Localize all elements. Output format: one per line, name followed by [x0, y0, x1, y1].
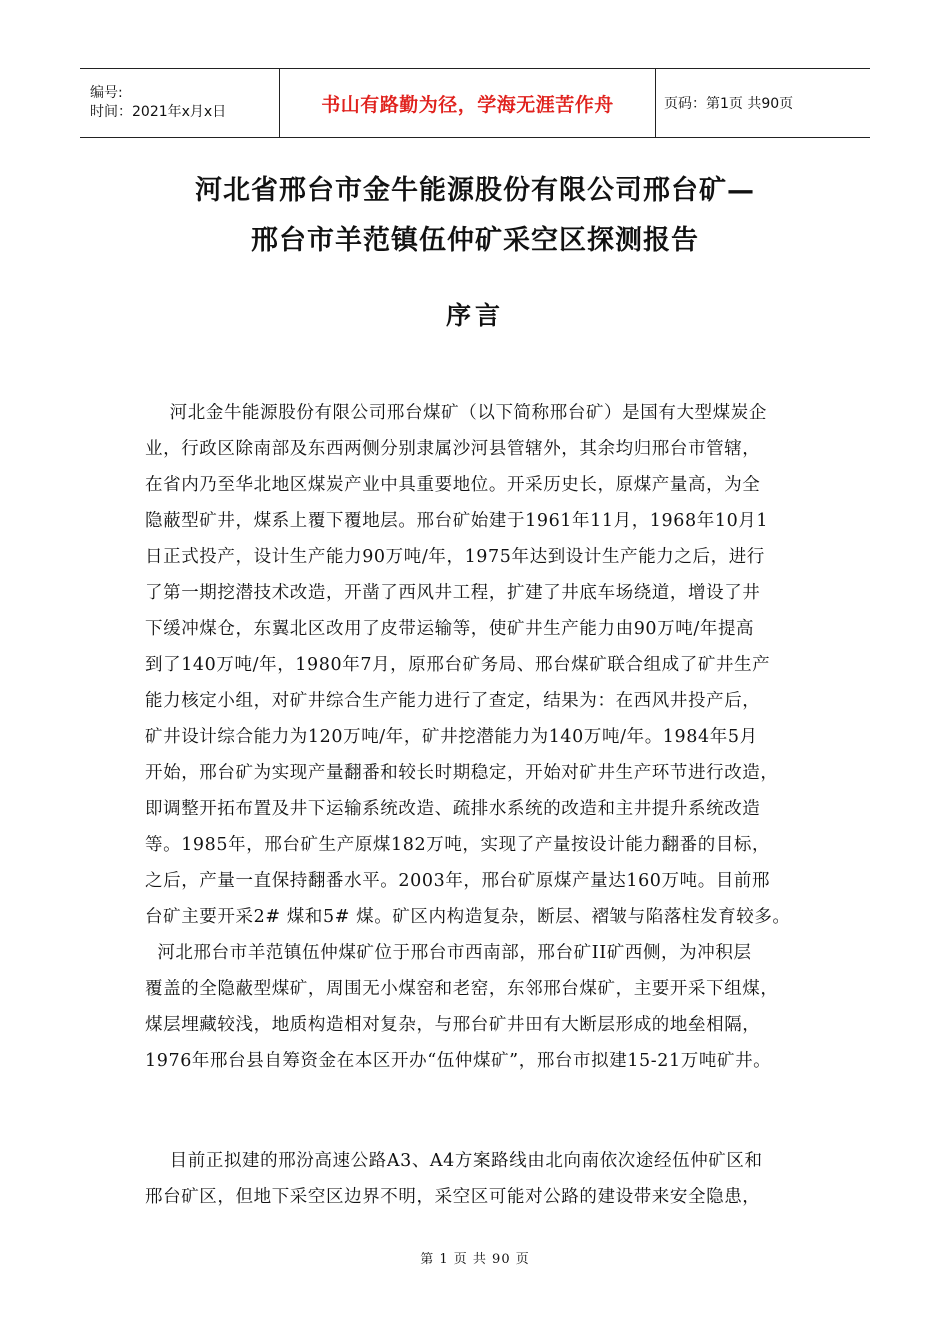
- page-footer: 第 1 页 共 90 页: [420, 1252, 530, 1267]
- text-line: 在省内乃至华北地区煤炭产业中具重要地位。开采历史长，原煤产量高，为全: [145, 475, 761, 495]
- header-motto-cell: [280, 69, 656, 137]
- text-line: 下缓冲煤仓，东翼北区改用了皮带运输等，使矿井生产能力由90万吨/年提高: [145, 619, 755, 639]
- text-line: 隐蔽型矿井，煤系上覆下覆地层。邢台矿始建于1961年11月，1968年10月1: [145, 511, 769, 531]
- section-heading: 序言: [445, 301, 504, 330]
- page-code: 页码：第1页 共90页: [664, 96, 794, 112]
- number-label: 编号:: [90, 85, 123, 101]
- text-line: 能力核定小组，对矿井综合生产能力进行了查定，结果为：在西风井投产后，: [145, 691, 761, 711]
- text-line: 目前正拟建的邢汾高速公路A3、A4方案路线由北向南依次途经伍仲矿区和: [145, 1151, 763, 1171]
- text-line: 邢台矿区，但地下采空区边界不明，采空区可能对公路的建设带来安全隐患，: [145, 1187, 761, 1207]
- document-header: [80, 68, 870, 138]
- text-line: 之后，产量一直保持翻番水平。2003年，邢台矿原煤产量达160万吨。目前邢: [145, 871, 771, 891]
- document-title-line1: 河北省邢台市金牛能源股份有限公司邢台矿—: [195, 175, 755, 206]
- text-line: 了第一期挖潜技术改造，开凿了西风井工程，扩建了井底车场绕道，增设了井: [145, 583, 761, 603]
- text-line: 等。1985年，邢台矿生产原煤182万吨，实现了产量按设计能力翻番的目标，: [145, 835, 771, 855]
- text-line: 日正式投产，设计生产能力90万吨/年，1975年达到设计生产能力之后，进行: [145, 547, 765, 567]
- text-line: 河北金牛能源股份有限公司邢台煤矿（以下简称邢台矿）是国有大型煤炭企: [145, 403, 767, 423]
- header-page-cell: [656, 69, 870, 137]
- motto-text: 书山有路勤为径，学海无涯苦作舟: [321, 93, 614, 116]
- text-line: 煤层埋藏较浅，地质构造相对复杂，与邢台矿井田有大断层形成的地垒相隔，: [145, 1015, 761, 1035]
- text-line: 1976年邢台县自筹资金在本区开办“伍仲煤矿”，邢台市拟建15-21万吨矿井。: [145, 1051, 772, 1071]
- text-line: 即调整开拓布置及井下运输系统改造、疏排水系统的改造和主井提升系统改造: [145, 799, 761, 819]
- text-line: 业，行政区除南部及东西两侧分别隶属沙河县管辖外，其余均归邢台市管辖，: [145, 439, 761, 459]
- paragraph-1: [145, 395, 825, 1079]
- paragraph-2: [145, 1143, 825, 1215]
- text-line: 矿井设计综合能力为120万吨/年，矿井挖潜能力为140万吨/年。1984年5月: [145, 727, 758, 747]
- text-line: 开始，邢台矿为实现产量翻番和较长时期稳定，开始对矿井生产环节进行改造，: [145, 763, 779, 783]
- time-label: 时间：2021年x月x日: [90, 104, 227, 120]
- text-line: 覆盖的全隐蔽型煤矿，周围无小煤窑和老窑，东邻邢台煤矿，主要开采下组煤，: [145, 979, 779, 999]
- document-title-line2: 邢台市羊范镇伍仲矿采空区探测报告: [251, 225, 699, 256]
- text-line: 台矿主要开采2# 煤和5# 煤。矿区内构造复杂，断层、褶皱与陷落柱发育较多。: [145, 907, 791, 927]
- text-line: 河北邢台市羊范镇伍仲煤矿位于邢台市西南部，邢台矿II矿西侧，为冲积层: [145, 943, 752, 963]
- header-meta: [80, 69, 280, 137]
- text-line: 到了140万吨/年，1980年7月，原邢台矿务局、邢台煤矿联合组成了矿井生产: [145, 655, 771, 675]
